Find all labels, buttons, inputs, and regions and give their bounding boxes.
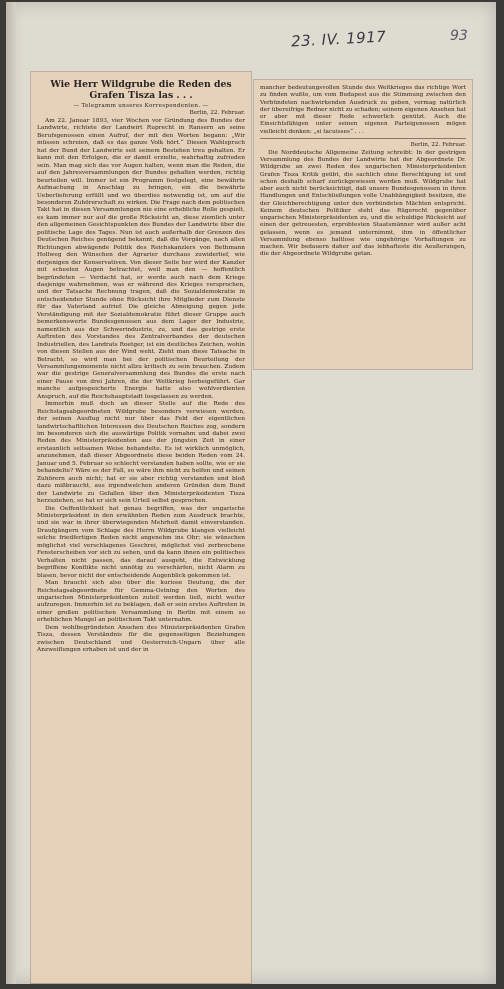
article-dateline: Berlin, 22. Februar. bbox=[189, 110, 245, 116]
article-paragraph: Man braucht sich also über die kuriose Deutung, die der Reichstagsabgeordnete für Gemma-Ostning den Worten des ungarischen Ministerpräsidenten zuteil werden ließ, nicht weiter aufzuregen. Immerhin ist zu beklagen, daß er sein erstes Auftreten in einer großen politischen Versammlung in Berlin mit einem so erheblichen Mangel an politischem Takt unternahm. bbox=[37, 580, 245, 624]
handwritten-page-number: 93 bbox=[450, 28, 468, 44]
newspaper-clipping-left bbox=[31, 72, 251, 983]
article-paragraph: Dem wohlbegründeten Ansehen des Ministerpräsidenten Grafen Tisza, dessen Verständnis für die gegenseitigen Beziehungen zwischen Deutschland und Oesterreich-Ungarn über alle Anzweiflungen erhaben ist und der in bbox=[37, 624, 245, 654]
article-dateline: Berlin, 22. Februar. bbox=[410, 141, 466, 148]
article-paragraph: Immerhin muß doch an dieser Stelle auf die Rede des Reichstagsabgeordneten Wildgrube besonders verwiesen werden, der seinen Ausflug nicht nur über das Feld der eigentlichen landwirtschaftlichen Interessen des Deutschen Reiches zog, sondern im besonderen sich die auswärtige Politik vornahm und dabei zwei Reden des Ministerpräsidenten aus der jüngsten Zeit in einer erstaunlich seltsamen Weise behandelte. Es ist wirklich unmöglich, anzunehmen, daß dieser Abgeordnete diese beiden Reden vom 24. Januar und 5. Februar so schlecht verstanden haben sollte, wie er sie behandelte? Wäre es der Fall, so wäre ihm nicht zu helfen und seinen Zuhörern auch nicht; hat er sie aber richtig verstanden und bloß dazu mißbraucht, aus irgendwelchen anderen Gründen dem Bund der Landwirte zu Gefallen über den Ministerpräsidenten Tisza herzuziehen, so hat er sich sein Urteil selbst gesprochen. bbox=[37, 401, 245, 505]
article-paragraph: Am 22. Januar 1893, vier Wochen vor Gründung des Bundes der Landwirte, richtete der Landwirt Ruprecht in Ransern an seine Berufsgenossen einen Aufruf, der mit den Worten begann: „Wir müssen schreien, daß es das ganze Volk hört.“ Diesen Wahlspruch hat der Bund der Landwirte seit seinem Bestehen treu gehalten. Er kann mit den Erfolgen, die er damit erzielte, wahrhaftig zufrieden sein. Man mag sich das vor Augen halten, wenn man die Reden, die auf den Jahresversammlungen der Bundes gehalten werden, richtig beurteilen will. Immer ist ein Programm festgelegt, eine bewährte Aufmachung in Anschlag zu bringen, ein die bewährte Ueberlieferung erfüllt und wo überdies notwendig ist, um auf die besonderen Zuhörerschaft zu wirken. Die Frage nach dem politischen Takt hat in diesen Versammlungen nie eine erhebliche Rolle gespielt, es kam immer nur auf die große Rücksicht an, diese ziemlich unter den allgemeinen Gesichtspunkten des Bundes der Landwirte über die politische Lage des Tages. Nun ist auch außerhalb der Grenzen des Deutschen Reiches genügend bekannt, daß die Vorgänge, nach allen Richtungen abwägende Politik des Reichskanzlers von Bethmann Hollweg den Wünschen der Agrarier durchaus zuwiderlief, wie derjenigen der Konservativen. Von dieser Seite her wird der Kanzler mit scheelen Augen betrachtet, weil man den — hoffentlich begründeten — Verdacht hat, er werde auch nach dem Kriege dasjenige wahrnehmen, was er während des Krieges versprochen, und der Tatsache Rechnung tragen, daß die Sozialdemokratie in entscheidender Stunde ohne Rücksicht ihre Mitglieder zum Dienste für das Vaterland aufrief. Die gleiche Abneigung gegen jede Verständigung mit der Sozialdemokratie führt dieser Gruppe auch bemerkenswerte Bundesgenossen aus dem Lager der Industrie, namentlich aus der Schwerindustrie, zu, und das gestrige erste Auftreten des Vorstandes des Zentralverbandes der deutschen Industriellen, des Landrats Roetger, ist ein deutliches Zeichen, wohin von diesen Stellen aus der Wind weht. Zieht man diese Tatsache in Betracht, so wird man bei der politischen Beurteilung der Versammlungsmomente nicht allzu kritisch zu sein brauchen. Zudem war die gestrige Generalversammlung des Bundes die erste nach einer Pause von drei Jahren, die der Weltkrieg herbeigeführt. Gar manche aufgespeicherte Energie hatte also wohlverdienten Anspruch, auf die Reichshauptstadt losgelassen zu werden. bbox=[37, 118, 245, 400]
page-binding-edge bbox=[6, 2, 16, 984]
archive-page bbox=[6, 2, 496, 984]
column-divider bbox=[260, 138, 466, 139]
article-paragraph: Die Norddeutsche Allgemeine Zeitung schreibt: In der gestrigen Versammlung des Bundes der Landwirte hat der Abgeordnete Dr. Wildgrube an zwei Reden des ungarischen Ministerpräsidenten Grafen Tisza Kritik geübt, die sachlich ohne Berechtigung ist und schon deshalb scharf zurückgewiesen werden muß. Wildgrube hat aber auch nicht berücksichtigt, daß unsere Bundesgenossen in ihren Handlungen und Entschließungen volle Unabhängigkeit besitzen, die der Gleichberechtigung unter den verbündeten Mächten entspricht. Keinem deutschen Politiker steht das Rügerecht gegenüber ungarischen Ministerpräsidenten zu, und die schuldige Rücksicht auf einen der getreuesten, erprobtesten Staatsmänner wird außer acht gelassen, wenn es jemand unternimmt, ihm in öffentlicher Versammlung ebenso haltlose wie ungehörige Vorhaltungen zu machen. Wir bedauern daher auf das lebhafteste die Aeußerungen, die der Abgeordnete Wildgrube getan. bbox=[260, 149, 466, 258]
article-paragraph: Die Oeffentlichkeit hat genau begriffen, was der ungarische Ministerpräsident in den erwähnten Reden zum Ausdruck brachte, und sie war in ihrer überwiegenden Mehrheit damit einverstanden. Draufgängern vom Schlage des Herrn Wildgrube klangen vielleicht solche friedfertigen Reden nicht angenehm ins Ohr; sie wünschen möglichst viel verschlagenes Geschrei, möglichst viel zerbrochene Fensterscheiben vor sich zu sehen, und da kann ihnen ein politisches Verhalten nicht passen, das darauf ausgeht, die Entwicklung begriffene Konflikte nicht unnötig zu verschärfen, nicht Alarm zu blasen, bevor nicht der entscheidende Augenblick gekommen ist. bbox=[37, 505, 245, 579]
handwritten-date: 23. IV. 1917 bbox=[290, 27, 387, 51]
article-headline: Wie Herr Wildgrube die Reden des Grafen Tisza las . . . bbox=[50, 79, 232, 101]
newspaper-clipping-right bbox=[254, 80, 472, 369]
article-subtitle: — Telegramm unseres Korrespondenten. — bbox=[73, 103, 209, 109]
article-paragraph: mancher bedeutungsvollen Stunde des Weltkrieges das richtige Wort zu finden wußte, um vom Budapest aus die Stimmung zwischen den Verbündeten nachwirkenden Ausdruck zu geben, vermag natürlich der übereifrige Redner nicht zu schaden; seinem eigenen Ansehen hat er aber mit dieser Rede schwerlich genützt. Auch die Einsichtsfähigen unter seinen eigenen Parteigenossen mögen vielleicht denken: „si tacuisses“ . . . bbox=[260, 85, 467, 135]
